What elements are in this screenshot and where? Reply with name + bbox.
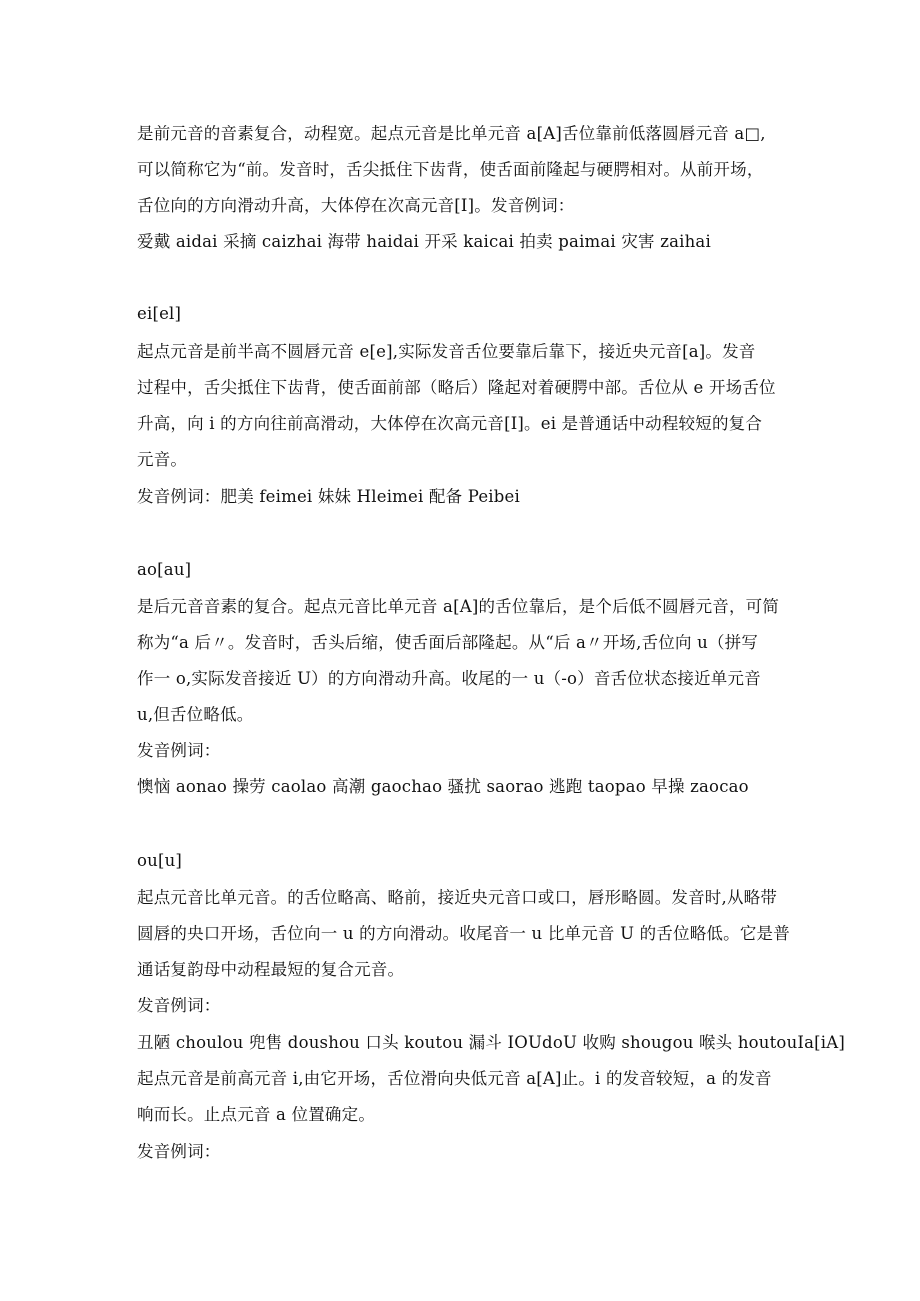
example-label-line: 发音例词： [137, 741, 221, 760]
section-heading-ei: ei[el] [137, 304, 182, 323]
example-label-line: 发音例词： [137, 996, 221, 1015]
example-words-line: 丑陋 choulou 兜售 doushou 口头 koutou 漏斗 IOUdoU 收购 shougou 喉头 houtouIa[iA] [137, 1033, 846, 1052]
paragraph-line: 圆唇的央口开场，舌位向一 u 的方向滑动。收尾音一 u 比单元音 U 的舌位略低。它是普 [137, 924, 790, 943]
paragraph-line: 升高，向 i 的方向往前高滑动，大体停在次高元音[I]。ei 是普通话中动程较短的复合 [137, 414, 763, 433]
paragraph-line: 响而长。止点元音 a 位置确定。 [137, 1105, 376, 1124]
example-label-line: 发音例词： [137, 1142, 221, 1161]
paragraph-line: 元音。 [137, 450, 188, 469]
paragraph-line: 起点元音是前高元音 i,由它开场，舌位滑向央低元音 a[A]止。i 的发音较短，a 的发音 [137, 1069, 772, 1088]
section-heading-ou: ou[u] [137, 851, 183, 870]
paragraph-line: 可以简称它为“前。发音时，舌尖抵住下齿背，使舌面前隆起与硬腭相对。从前开场， [137, 160, 764, 179]
example-words-line: 懊恼 aonao 操劳 caolao 高潮 gaochao 骚扰 saorao 逃跑 taopao 早操 zaocao [137, 777, 749, 796]
paragraph-line: 起点元音是前半高不圆唇元音 e[e],实际发音舌位要靠后靠下，接近央元音[a]。发音 [137, 342, 756, 361]
example-words-line: 爱戴 aidai 采摘 caizhai 海带 haidai 开采 kaicai 拍卖 paimai 灾害 zaihai [137, 232, 711, 251]
section-heading-ao: ao[au] [137, 560, 192, 579]
paragraph-line: 起点元音比单元音。的舌位略高、略前，接近央元音口或口，唇形略圆。发音时,从略带 [137, 888, 778, 907]
paragraph-line: 作一 o,实际发音接近 U）的方向滑动升高。收尾的一 u（-o）音舌位状态接近单元音 [137, 669, 761, 688]
paragraph-line: 通话复韵母中动程最短的复合元音。 [137, 960, 405, 979]
paragraph-line: 称为“a 后〃。发音时，舌头后缩，使舌面后部隆起。从“后 a〃开场,舌位向 u（拼写 [137, 633, 759, 652]
paragraph-line: u,但舌位略低。 [137, 705, 254, 724]
example-words-line: 发音例词：肥美 feimei 妹妹 Hleimei 配备 Peibei [137, 487, 520, 506]
paragraph-line: 是后元音音素的复合。起点元音比单元音 a[A]的舌位靠后，是个后低不圆唇元音，可简 [137, 597, 780, 616]
paragraph-line: 过程中，舌尖抵住下齿背，使舌面前部（略后）隆起对着硬腭中部。舌位从 e 开场舌位 [137, 378, 776, 397]
paragraph-line: 是前元音的音素复合，动程宽。起点元音是比单元音 a[A]舌位靠前低落圆唇元音 a□, [137, 124, 766, 143]
paragraph-line: 舌位向的方向滑动升高，大体停在次高元音[I]。发音例词： [137, 196, 575, 215]
